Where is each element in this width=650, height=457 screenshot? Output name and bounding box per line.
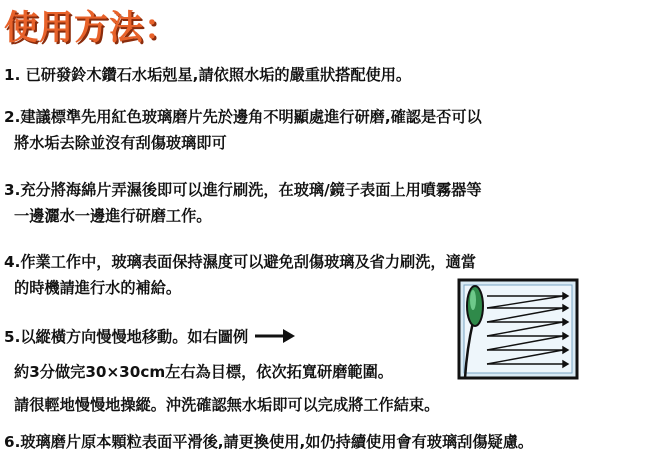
cleaning-pad-highlight xyxy=(470,290,476,310)
instruction-line-2: 2.建議標準先用紅色玻璃磨片先於邊角不明顯處進行研磨,確認是否可以 xyxy=(4,108,482,126)
instruction-line-3-cont: 一邊灑水一邊進行研磨工作。 xyxy=(14,207,212,225)
instruction-line-4-cont: 的時機請進行水的補給。 xyxy=(14,279,182,297)
instruction-line-5-text: 5.以縱橫方向慢慢地移動。如右圖例 xyxy=(4,328,249,346)
instruction-line-5-cont-1: 約3分做完30×30cm左右為目標，依次拓寬研磨範圍。 xyxy=(14,363,393,381)
instruction-line-1: 1. 已研發鈴木鑽石水垢剋星,請依照水垢的嚴重狀搭配使用。 xyxy=(4,66,412,84)
page-title: 使用方法： xyxy=(4,8,179,48)
cleaning-pattern-diagram xyxy=(457,278,581,382)
instruction-line-6: 6.玻璃磨片原本顆粒表面平滑後,請更換使用,如仍持續使用會有玻璃刮傷疑慮。 xyxy=(4,433,534,451)
instruction-line-2-cont: 將水垢去除並沒有刮傷玻璃即可 xyxy=(14,134,227,152)
instruction-line-3: 3.充分將海綿片弄濕後即可以進行刷洗，在玻璃/鏡子表面上用噴霧器等 xyxy=(4,181,482,199)
right-arrow-icon xyxy=(255,328,295,344)
instruction-line-4: 4.作業工作中，玻璃表面保持濕度可以避免刮傷玻璃及省力刷洗，適當 xyxy=(4,253,476,271)
instruction-line-5-cont-2: 請很輕地慢慢地操縱。沖洗確認無水垢即可以完成將工作結束。 xyxy=(14,396,440,414)
instruction-line-5 xyxy=(4,328,295,346)
